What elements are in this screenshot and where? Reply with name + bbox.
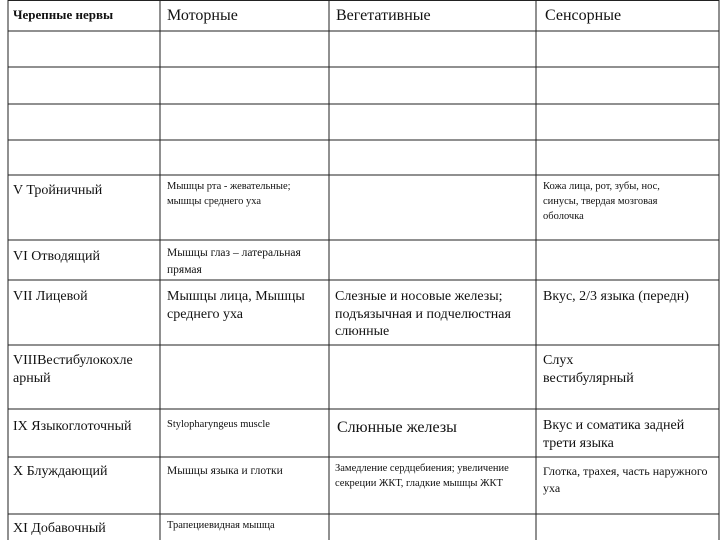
vegetative-cell: Слезные и носовые железы; подъязычная и подчелюстная слюнные bbox=[335, 289, 511, 339]
nerve-name: VII Лицевой bbox=[13, 289, 88, 304]
sensory-cell: Слух вестибулярный bbox=[543, 353, 634, 386]
header-motor: Моторные bbox=[167, 7, 238, 24]
header-sensory: Сенсорные bbox=[545, 7, 622, 24]
motor-cell: Stylopharyngeus muscle bbox=[167, 419, 270, 430]
sensory-cell: Кожа лица, рот, зубы, нос, синусы, твердая мозговая оболочка bbox=[543, 181, 660, 223]
sensory-cell: Вкус и соматика задней трети языка bbox=[543, 418, 685, 451]
vegetative-cell: Замедление сердцебиения; увеличение секреции ЖКТ, гладкие мышцы ЖКТ bbox=[335, 463, 509, 490]
sensory-cell: Вкус, 2/3 языка (передн) bbox=[543, 289, 689, 304]
motor-cell: Мышцы языка и глотки bbox=[167, 465, 283, 477]
motor-cell: Мышцы рта - жевательные; мышцы среднего уха bbox=[167, 181, 291, 208]
nerve-name: VIIIВестибулокохле арный bbox=[13, 353, 133, 386]
motor-cell: Трапециевидная мышца bbox=[167, 520, 275, 531]
header-vegetative: Вегетативные bbox=[336, 7, 431, 24]
nerve-name: XI Добавочный bbox=[13, 521, 106, 536]
nerve-name: IX Языкоглоточный bbox=[13, 419, 132, 434]
nerve-name: X Блуждающий bbox=[13, 464, 108, 479]
sensory-cell: Глотка, трахея, часть наружного уха bbox=[543, 464, 708, 496]
vegetative-cell: Слюнные железы bbox=[337, 419, 457, 436]
nerve-name: VI Отводящий bbox=[13, 249, 100, 264]
nerve-name: V Тройничный bbox=[13, 183, 103, 198]
motor-cell: Мышцы лица, Мышцы среднего уха bbox=[167, 289, 305, 322]
header-cranial-nerves: Черепные нервы bbox=[13, 7, 114, 22]
motor-cell: Мышцы глаз – латеральная прямая bbox=[167, 247, 301, 276]
